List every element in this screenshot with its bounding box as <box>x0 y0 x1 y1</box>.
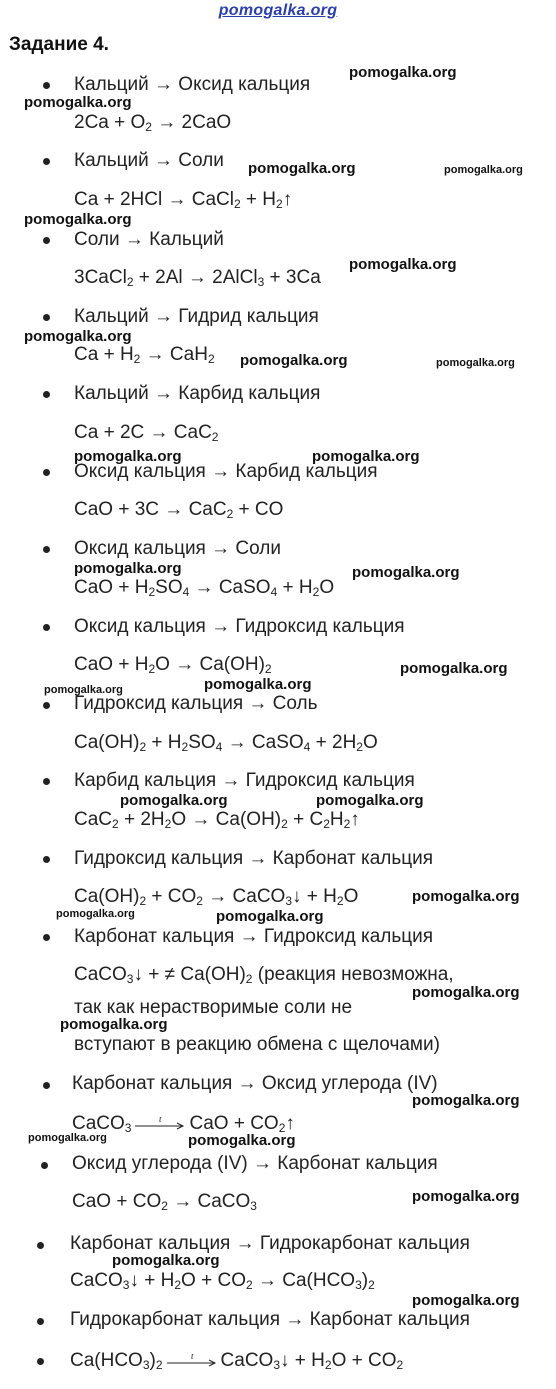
bullet <box>37 1318 44 1325</box>
equation: $CaC_2 + 2H_2O \to Ca(OH)_2$ + $C_2H_2↑$ <box>74 809 360 831</box>
item-title: Оксид углерода (IV) → Карбонат кальция <box>72 1153 438 1174</box>
equation: Ca + 2C → CaC$_2$ <box>74 422 219 444</box>
watermark: pomogalka.org <box>74 560 182 577</box>
heating-arrow-icon <box>167 1354 217 1368</box>
watermark: pomogalka.org <box>412 1292 520 1309</box>
item-title: Карбид кальция → Гидроксид кальция <box>74 770 415 791</box>
equation: CaO + $CO_2$ → CaCO$_3$ <box>72 1191 257 1213</box>
watermark: pomogalka.org <box>216 908 324 925</box>
watermark: pomogalka.org <box>28 1132 107 1144</box>
watermark: pomogalka.org <box>204 676 312 693</box>
watermark: pomogalka.org <box>436 357 515 369</box>
bullet <box>43 314 50 321</box>
item-title: Оксид кальция → Карбид кальция <box>74 461 378 482</box>
item-title: Кальций → Оксид кальция <box>74 74 311 95</box>
bullet <box>43 82 50 89</box>
item-title: Карбонат кальция → Гидрокарбонат кальция <box>70 1233 470 1254</box>
item-title: Кальций → Карбид кальция <box>74 383 321 404</box>
bullet <box>43 391 50 398</box>
equation: CaO + $H_2O \to Ca(OH)_2$ <box>74 654 272 676</box>
watermark: pomogalka.org <box>349 256 457 273</box>
item-title: Гидроксид кальция → Соль <box>74 693 318 714</box>
bullet <box>37 1242 44 1249</box>
bullet <box>43 1082 50 1089</box>
item-title: Оксид кальция → Гидроксид кальция <box>74 616 405 637</box>
watermark: pomogalka.org <box>352 564 460 581</box>
watermark: pomogalka.org <box>248 160 356 177</box>
watermark: pomogalka.org <box>412 984 520 1001</box>
watermark: pomogalka.org <box>349 64 457 81</box>
watermark: pomogalka.org <box>120 792 228 809</box>
watermark: pomogalka.org <box>412 888 520 905</box>
svg-text:t: t <box>190 1353 194 1361</box>
equation: $Ca(HCO_3)_2$ t CaCO$_3$↓ + $H_2O + CO_2$ <box>70 1350 404 1372</box>
watermark: pomogalka.org <box>44 684 123 696</box>
watermark: pomogalka.org <box>24 328 132 345</box>
heating-arrow-icon <box>135 1117 185 1131</box>
equation-note: вступают в реакцию обмена с щелочами) <box>74 1034 440 1055</box>
item-title: Гидроксид кальция → Карбонат кальция <box>74 848 434 869</box>
bullet <box>43 934 50 941</box>
item-title: Карбонат кальция → Оксид углерода (IV) <box>72 1073 438 1094</box>
equation: CaCO$_3$↓ + $H_2O + CO_2 \to Ca(HCO_3)_2$ <box>70 1270 375 1292</box>
bullet <box>43 856 50 863</box>
equation: $Ca(OH)_2 + H_2SO_4$ → CaSO$_4$ + $2H_2O$ <box>74 732 378 754</box>
site-header-link[interactable]: pomogalka.org <box>218 2 338 19</box>
equation: $Ca(OH)_2 + CO_2$ → CaCO$_3$↓ + $H_2O$ <box>74 886 359 908</box>
watermark: pomogalka.org <box>24 94 132 111</box>
bullet <box>41 1162 48 1169</box>
item-title: Соли → Кальций <box>74 229 224 250</box>
equation: $Ca + H_2 \to CaH_2$ <box>74 344 215 366</box>
item-title: Кальций → Соли <box>74 150 224 171</box>
watermark: pomogalka.org <box>112 1252 220 1269</box>
bullet <box>43 158 50 165</box>
equation: CaCO$_3$↓ + ≠ $Ca(OH)_2$ (реакция невозможна, <box>74 964 454 986</box>
bullet <box>43 546 50 553</box>
equation-note: так как нерастворимые соли не <box>74 997 353 1018</box>
equation: CaO + 3C → CaC$_2$ + CO <box>74 499 284 521</box>
watermark: pomogalka.org <box>188 1132 296 1149</box>
item-title: Оксид кальция → Соли <box>74 538 281 559</box>
watermark: pomogalka.org <box>56 908 135 920</box>
equation: CaCO$_3$ t CaO + $CO_2↑$ <box>72 1113 295 1135</box>
item-title: Кальций → Гидрид кальция <box>74 306 319 327</box>
watermark: pomogalka.org <box>316 792 424 809</box>
watermark: pomogalka.org <box>412 1092 520 1109</box>
equation: CaO + $H_2SO_4$ → CaSO$_4$ + $H_2O$ <box>74 577 335 599</box>
svg-text:t: t <box>159 1116 162 1124</box>
watermark: pomogalka.org <box>24 211 132 228</box>
watermark: pomogalka.org <box>240 352 348 369</box>
watermark: pomogalka.org <box>444 164 523 176</box>
bullet <box>37 1358 44 1365</box>
equation: $2Ca + O_2 \to 2CaO$ <box>74 112 232 134</box>
bullet <box>43 624 50 631</box>
watermark: pomogalka.org <box>400 660 508 677</box>
bullet <box>43 702 50 709</box>
bullet <box>43 237 50 244</box>
item-title: Гидрокарбонат кальция → Карбонат кальция <box>70 1309 470 1330</box>
watermark: pomogalka.org <box>60 1016 168 1033</box>
equation: Ca + 2HCl → CaCl$_2$ + $H_2↑$ <box>74 189 293 211</box>
bullet <box>43 469 50 476</box>
equation: 3CaCl$_2$ + 2Al → 2AlCl$_3$ + 3Ca <box>74 267 321 289</box>
item-title: Карбонат кальция → Гидроксид кальция <box>74 926 434 947</box>
watermark: pomogalka.org <box>412 1188 520 1205</box>
bullet <box>43 778 50 785</box>
watermark: pomogalka.org <box>312 448 420 465</box>
task-title: Задание 4. <box>9 34 109 55</box>
watermark: pomogalka.org <box>74 448 182 465</box>
